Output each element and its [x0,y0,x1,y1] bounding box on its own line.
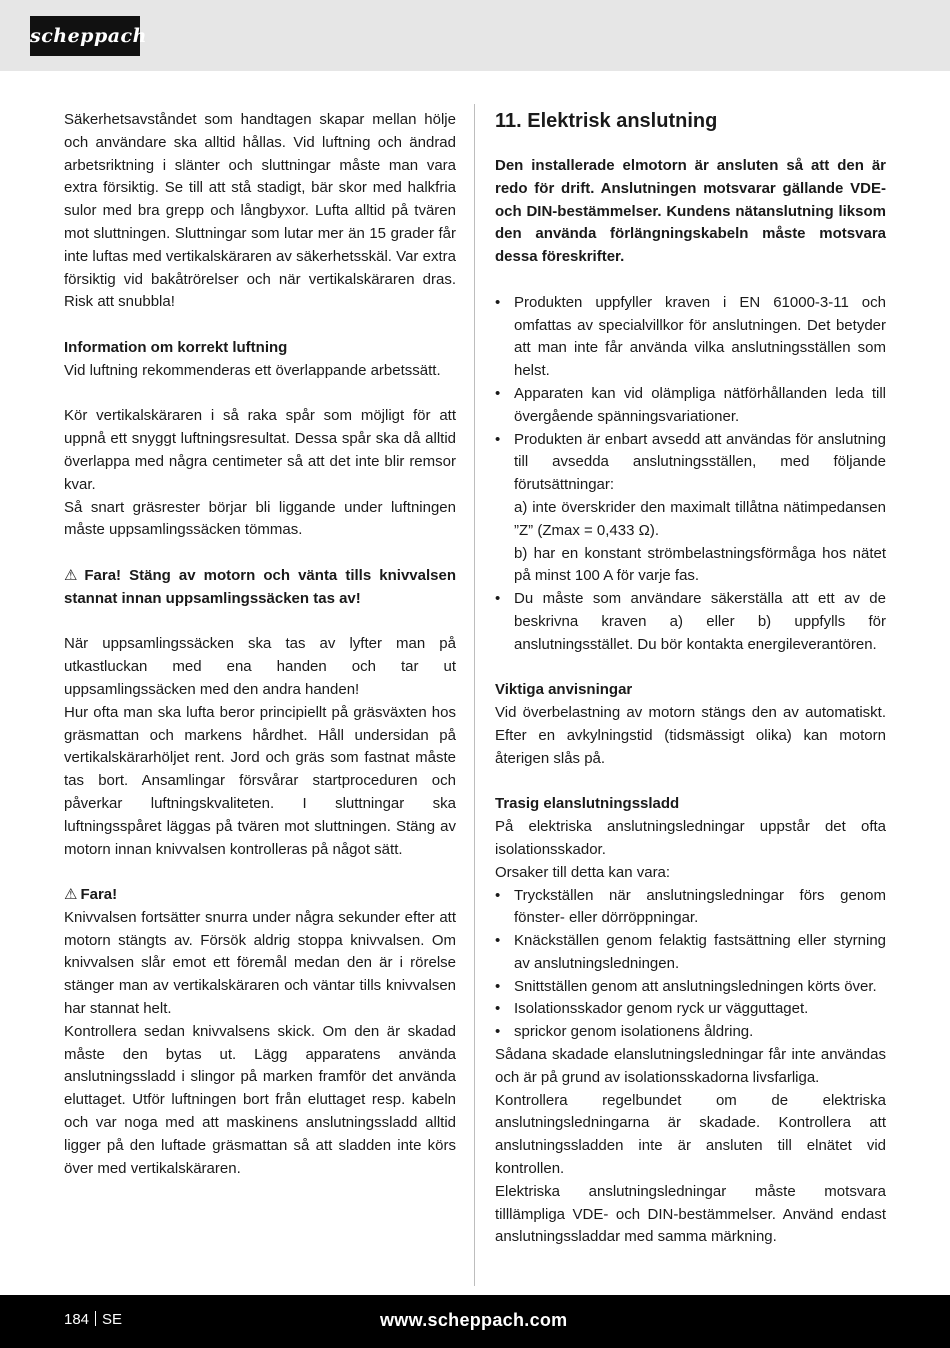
warning-stop-motor [64,565,456,611]
page-separator [95,1311,96,1326]
list-item [495,429,886,589]
damaged-cable-heading: Trasig elanslutningssladd [495,795,680,813]
footer-band [0,1295,950,1348]
warning-danger-text: Fara! [80,886,118,904]
list-item: • Produkten uppfyller kraven i EN 61000-3-11 och omfattas av specialvillkor för anslutningen. Det betyder att man inte får använda vilka anslutningsställen som helst. [495,292,886,383]
important-text: Vid överbelastning av motorn stängs den av automatiskt. Efter en avkylningstid (tidsmässigt olika) kan motorn återigen slås på. [495,704,886,767]
warning-icon: ⚠ [64,886,78,904]
condition-a: a) inte överskrider den maximalt tillåtna nätimpedansen ”Z” (Zmax = 0,433 Ω). [514,498,886,539]
paragraph-frequency: Hur ofta man ska lufta beror principiellt på gräsväxten hos gräsmattan och markens hårdhet. Håll undersidan på vertikalskärarhöljet rent. Jord och gräs som fastnat måste tas bort. Ansamlingar försvårar startproceduren och påverkar luftningskvaliteten. I sluttningar ska luftningsspåret läggas på tvären mot sluttningen. Stäng av motorn innan knivvalsen kontrolleras på något sätt. [64,703,456,858]
warning-danger [64,884,456,907]
header-band [0,0,950,71]
important-heading: Viktiga anvisningar [495,681,633,699]
list-item: • Snittställen genom att anslutningsledningen körts över. [495,976,886,999]
list-item: • sprickor genom isolationens åldring. [495,1021,886,1044]
warning-stop-motor-text: Fara! Stäng av motorn och vänta tills knivvalsen stannat innan uppsamlingssäcken tas av! [64,566,456,607]
closing-paragraph-2: Kontrollera regelbundet om de elektriska anslutningsledningarna är skadade. Kontrollera att anslutningssladden inte är ansluten till elnätet vid kontrollen. [495,1091,886,1178]
website-link[interactable]: www.scheppach.com [380,1310,568,1330]
list-item: • Tryckställen när anslutningsledningar förs genom fönster- eller dörröppningar. [495,885,886,931]
paragraph-check-roller: Kontrollera sedan knivvalsens skick. Om den är skadad måste den bytas ut. Lägg apparatens använda anslutningssladd i slingor på marken framför det använda eluttaget. Utför luftningen bort från eluttaget resp. kabeln och var noga med att maskinens anslutningssladd alltid ligger på den luftade gräsmattan så att sladden inte körs över med vertikalskäraren. [64,1022,456,1177]
info-text: Vid luftning rekommenderas ett överlappande arbetssätt. [64,361,441,379]
paragraph-empty-bag: Så snart gräsrester börjar bli liggande under luftningen måste uppsamlingssäcken tömmas. [64,498,456,539]
closing-paragraph-1: Sådana skadade elanslutningsledningar får inte användas och är på grund av isolationsskadorna livsfarliga. [495,1046,886,1086]
language-code: SE [102,1311,123,1328]
closing-paragraph-3: Elektriska anslutningsledningar måste motsvara tilllämpliga VDE- och DIN-bestämmelser. Använd endast anslutningssladdar med samma märkning. [495,1182,886,1246]
column-divider [474,104,475,1286]
causes-intro: Orsaker till detta kan vara: [495,863,671,881]
requirements-list [495,292,886,657]
paragraph-remove-bag: När uppsamlingssäcken ska tas av lyfter man på utkastluckan med ena handen och tar ut uppsamlingssäcken med den andra handen! [64,635,456,698]
list-item-text: Produkten är enbart avsedd att användas för anslutning till avsedda anslutningsställen, med följande förutsättningar: [514,430,886,494]
right-column [495,109,886,1249]
list-item: • Knäckställen genom felaktig fastsättning eller styrning av anslutningsledningen. [495,930,886,976]
warning-icon: ⚠ [64,566,82,584]
list-item: • Du måste som användare säkerställa att ett av de beskrivna kraven a) eller b) uppfylls för anslutningsstället. Du bör kontakta energileverantören. [495,588,886,656]
paragraph-straight-tracks: Kör vertikalskäraren i så raka spår som möjligt för att uppnå ett snyggt luftningsresultat. Dessa spår ska då alltid överlappa med några centimeter så att det inte blir remsor kvar. [64,407,456,493]
paragraph-blade-roller: Knivvalsen fortsätter snurra under några sekunder efter att motorn stängts av. Försök aldrig stoppa knivvalsen. Om knivvalsen slår emot ett föremål medan den är i rörelse stänger man av vertikalskäraren och väntar tills knivvalsen har stannat helt. [64,908,456,1018]
list-item: • Apparaten kan vid olämpliga nätförhållanden leda till övergående spänningsvariationer. [495,383,886,429]
causes-list [495,885,886,1045]
condition-b: b) har en konstant strömbelastningsförmåga hos nätet på minst 100 A för varje fas. [514,544,886,585]
list-item: • Isolationsskador genom ryck ur vägguttaget. [495,998,886,1021]
left-column [64,109,456,1180]
info-heading: Information om korrekt luftning [64,338,288,356]
brand-logo: scheppach [30,16,140,56]
damaged-cable-text: På elektriska anslutningsledningar uppstår det ofta isolationsskador. [495,818,886,858]
lead-paragraph: Den installerade elmotorn är ansluten så att den är redo för drift. Anslutningen motsvarar gällande VDE- och DIN-bestämmelser. Kundens nätanslutning liksom den använda förlängningskabeln måste motsvara dessa föreskrifter. [495,157,886,266]
section-title: 11. Elektrisk anslutning [495,110,718,132]
page-number: 184 [64,1311,90,1328]
paragraph-safety-distance: Säkerhetsavståndet som handtagen skapar mellan hölje och användare ska alltid hållas. Vid luftning och ändrad arbetsriktning i slänter och sluttningar måste man vara extra försiktig. Se till att stå stadigt, bär skor med halkfria sulor med bra grepp och långbyxor. Lufta alltid på tvären mot sluttningen. Sluttningar som lutar mer än 15 grader får inte luftas med vertikalskäraren av säkerhetsskäl. Var extra försiktig vid bakåtrörelser och när vertikalskäraren dras. Risk att snubbla! [64,111,456,311]
page-number-block [64,1310,122,1330]
